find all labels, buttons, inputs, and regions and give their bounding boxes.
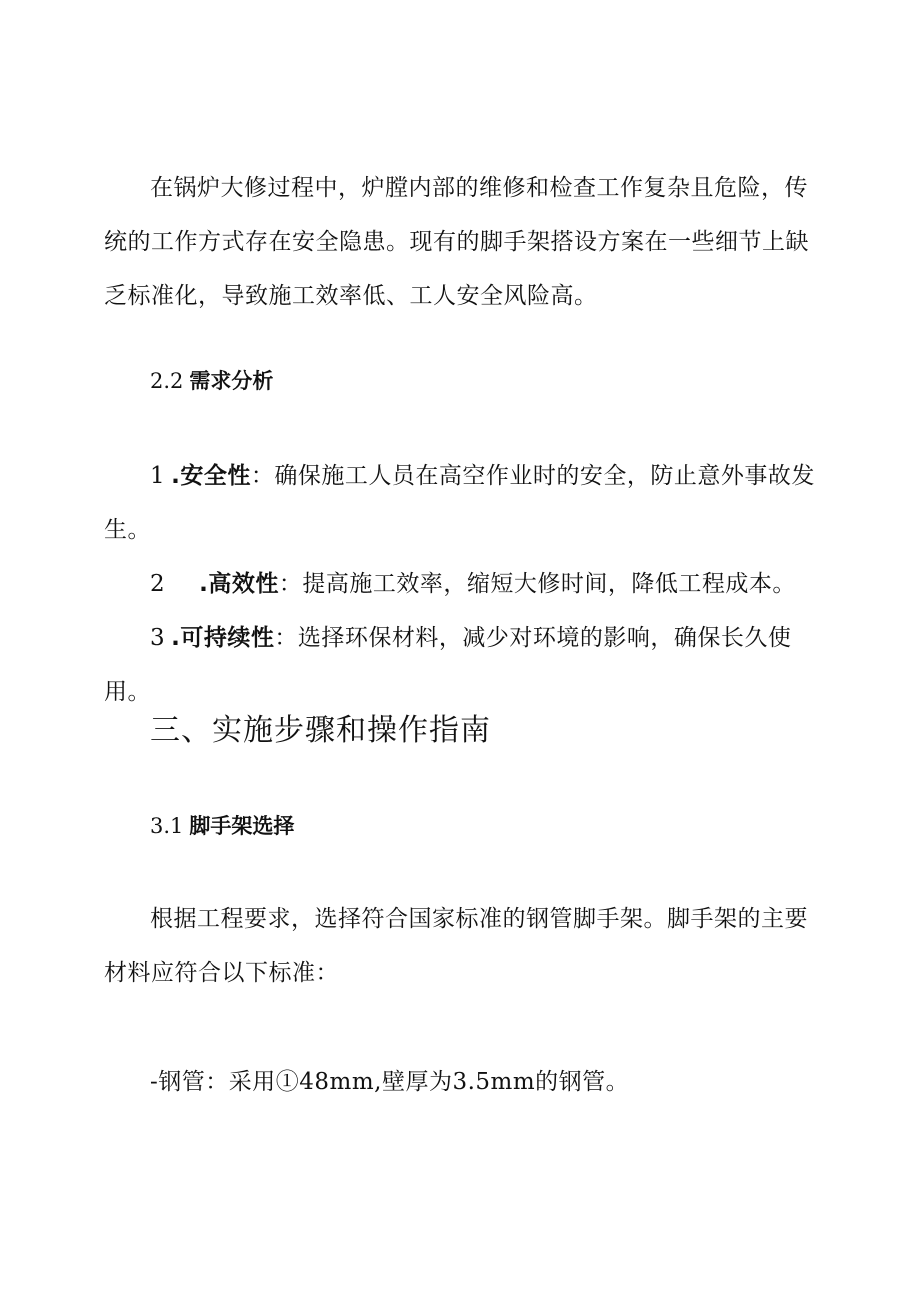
section-title: 需求分析 [189,369,274,393]
section-heading-2-2 [104,366,824,396]
item-number: 1 [150,463,166,489]
item-separator: . [171,625,181,651]
list-item [104,557,824,611]
requirement-list [104,449,824,719]
bullet-text: -钢管：采用①48mm,壁厚为3.5mm的钢管。 [150,1069,630,1095]
list-item [104,449,824,557]
item-colon: ： [278,571,303,597]
section-3-1-body [104,892,824,1000]
item-key: 高效性 [208,571,279,597]
chapter-title: 三、实施步骤和操作指南 [150,713,491,748]
bullet-item [104,1055,824,1109]
item-colon: ： [274,625,298,651]
item-number: 3 [150,625,166,651]
item-key: 可持续性 [180,625,275,651]
intro-paragraph: 在锅炉大修过程中，炉膛内部的维修和检查工作复杂且危险，传统的工作方式存在安全隐患。现有的脚手架搭设方案在一些细节上缺乏标准化，导致施工效率低、工人安全风险高。 [104,175,809,309]
item-separator: . [171,463,181,489]
section-heading-3-1 [104,811,824,841]
section-paragraph: 根据工程要求，选择符合国家标准的钢管脚手架。脚手架的主要材料应符合以下标准： [104,906,808,986]
item-text: 提高施工效率，缩短大修时间，降低工程成本。 [302,571,796,597]
section-number: 2.2 [150,369,184,393]
item-key: 安全性 [180,463,251,489]
item-text: 确保施工人员在高空作业时的安全，防止意外事故发生。 [104,463,815,543]
list-item [104,611,824,719]
chapter-heading [104,711,824,751]
item-separator: . [199,571,209,597]
item-number: 2 [150,571,166,597]
item-text: 选择环保材料，减少对环境的影响，确保长久使用。 [104,625,792,705]
section-number: 3.1 [150,814,184,838]
section-title: 脚手架选择 [189,814,295,838]
intro-section [104,161,824,323]
item-colon: ： [250,463,275,489]
